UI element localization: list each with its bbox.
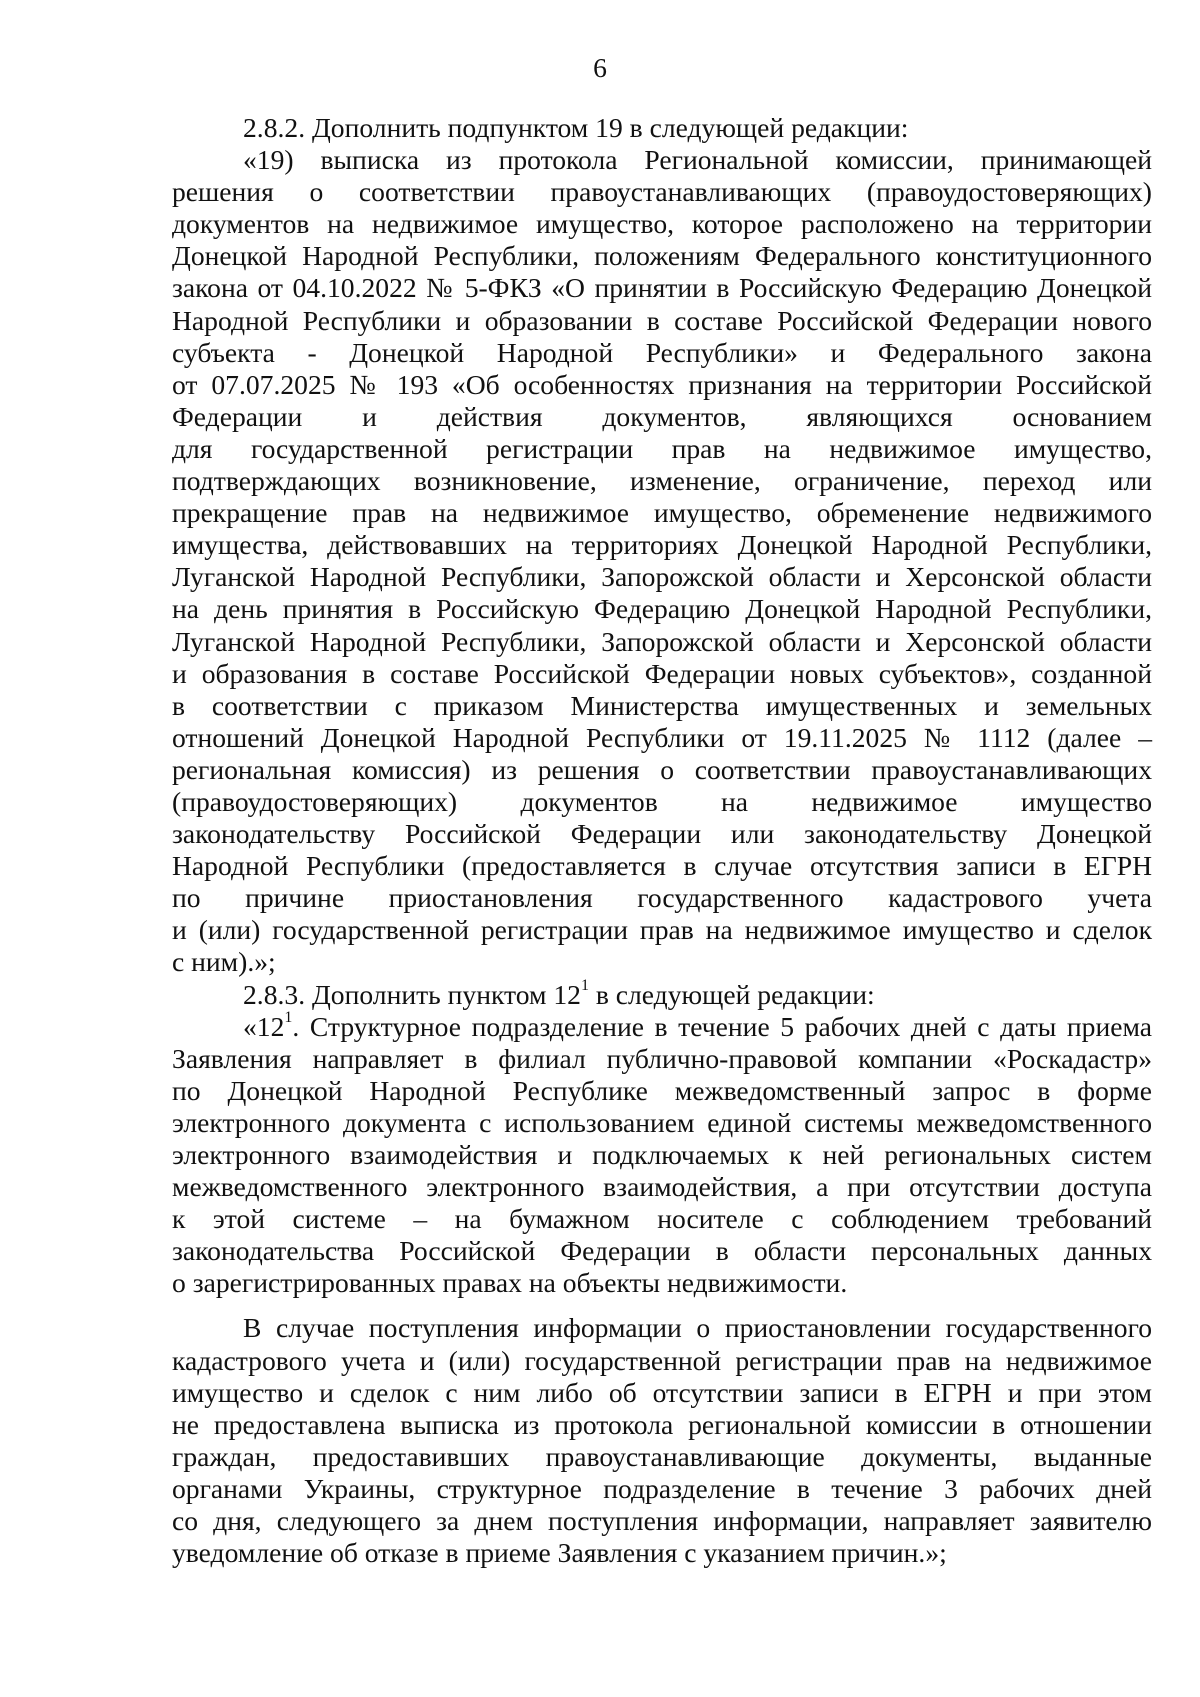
text-line: имущества, действовавших на территориях Донецкой Народной Республики, bbox=[172, 529, 1152, 561]
text-line: субъекта - Донецкой Народной Республики» и Федерального закона bbox=[172, 336, 1152, 368]
paragraph bbox=[172, 1312, 1152, 1569]
text-line: кадастрового учета и (или) государственной регистрации прав на недвижимое bbox=[172, 1344, 1152, 1376]
paragraph bbox=[172, 1011, 1152, 1300]
text-line: электронного документа с использованием единой системы межведомственного bbox=[172, 1106, 1152, 1138]
document-body bbox=[172, 112, 1152, 1569]
text-line: Луганской Народной Республики, Запорожской области и Херсонской области bbox=[172, 561, 1152, 593]
text-line: по причине приостановления государственного кадастрового учета bbox=[172, 882, 1152, 914]
text-line: «$12^1$. Структурное подразделение в течение 5 рабочих дней с даты приема bbox=[243, 1009, 1152, 1042]
text-line: со дня, следующего за днем поступления информации, направляет заявителю bbox=[172, 1505, 1152, 1537]
text-line: Заявления направляет в филиал публично-правовой компании «Роскадастр» bbox=[172, 1042, 1152, 1074]
paragraph bbox=[172, 979, 1152, 1011]
text-line: на день принятия в Российскую Федерацию Донецкой Народной Республики, bbox=[172, 593, 1152, 625]
text-line: документов на недвижимое имущество, которое расположено на территории bbox=[172, 208, 1152, 240]
text-line: электронного взаимодействия и подключаемых к ней региональных систем bbox=[172, 1139, 1152, 1170]
text-line: от 07.07.2025 № 193 «Об особенностях признания на территории Российской bbox=[172, 368, 1152, 400]
superscript: 1 bbox=[284, 1009, 293, 1027]
text-line: по Донецкой Народной Республике межведомственный запрос в форме bbox=[172, 1074, 1152, 1106]
text-line: 2.8.2. Дополнить подпунктом 19 в следующей редакции: bbox=[243, 112, 909, 143]
text-line: в соответствии с приказом Министерства имущественных и земельных bbox=[172, 689, 1152, 721]
paragraph bbox=[172, 112, 1152, 144]
superscript: 1 bbox=[580, 977, 589, 995]
text-line: законодательству Российской Федерации или законодательству Донецкой bbox=[172, 818, 1152, 850]
text-line: имущество и сделок с ним либо об отсутствии записи в ЕГРН и при этом bbox=[172, 1376, 1152, 1408]
text-line: закона от 04.10.2022 № 5-ФКЗ «О принятии в Российскую Федерацию Донецкой bbox=[172, 272, 1152, 304]
text-line: (правоудостоверяющих) документов на недвижимое имущество bbox=[172, 785, 1152, 817]
text-line: и образования в составе Российской Федерации новых субъектов», созданной bbox=[172, 657, 1152, 689]
paragraph bbox=[172, 144, 1152, 978]
text-line: для государственной регистрации прав на недвижимое имущество, bbox=[172, 432, 1152, 464]
text-line: Народной Республики и образовании в составе Российской Федерации нового bbox=[172, 304, 1152, 336]
text-line: органами Украины, структурное подразделение в течение 3 рабочих дней bbox=[172, 1472, 1152, 1504]
text-line: и (или) государственной регистрации прав на недвижимое имущество и сделок bbox=[172, 914, 1152, 946]
text-line: прекращение прав на недвижимое имущество, обременение недвижимого bbox=[172, 497, 1152, 529]
text-line: «19) выписка из протокола Региональной комиссии, принимающей bbox=[243, 144, 1152, 176]
text-line: с ним).»; bbox=[172, 946, 276, 978]
text-line: В случае поступления информации о приостановлении государственного bbox=[243, 1312, 1152, 1344]
text-line: Федерации и действия документов, являющихся основанием bbox=[172, 400, 1152, 432]
text-line: не предоставлена выписка из протокола региональной комиссии в отношении bbox=[172, 1408, 1152, 1440]
text-line: уведомление об отказе в приеме Заявления с указанием причин.»; bbox=[172, 1537, 947, 1569]
text-line: решения о соответствии правоустанавливающих (правоудостоверяющих) bbox=[172, 176, 1152, 208]
text-line: Донецкой Народной Республики, положениям Федерального конституционного bbox=[172, 240, 1152, 272]
text-line: граждан, предоставивших правоустанавливающие документы, выданные bbox=[172, 1440, 1152, 1472]
text-line: к этой системе – на бумажном носителе с соблюдением требований bbox=[172, 1203, 1152, 1235]
text-line: Народной Республики (предоставляется в случае отсутствия записи в ЕГРН bbox=[172, 850, 1152, 882]
text-line: межведомственного электронного взаимодействия, а при отсутствии доступа bbox=[172, 1171, 1152, 1203]
text-line: подтверждающих возникновение, изменение, ограничение, переход или bbox=[172, 465, 1152, 497]
text-line: региональная комиссия) из решения о соответствии правоустанавливающих bbox=[172, 753, 1152, 785]
paragraph-gap bbox=[172, 1299, 1152, 1312]
text-line: 2.8.3. Дополнить пунктом $12^1$ в следующей редакции: bbox=[243, 977, 875, 1010]
page-number: 6 bbox=[593, 52, 607, 83]
text-line: отношений Донецкой Народной Республики от 19.11.2025 № 1112 (далее – bbox=[172, 721, 1152, 753]
text-line: законодательства Российской Федерации в области персональных данных bbox=[172, 1235, 1152, 1267]
text-line: Луганской Народной Республики, Запорожской области и Херсонской области bbox=[172, 625, 1152, 657]
text-line: о зарегистрированных правах на объекты недвижимости. bbox=[172, 1267, 848, 1299]
